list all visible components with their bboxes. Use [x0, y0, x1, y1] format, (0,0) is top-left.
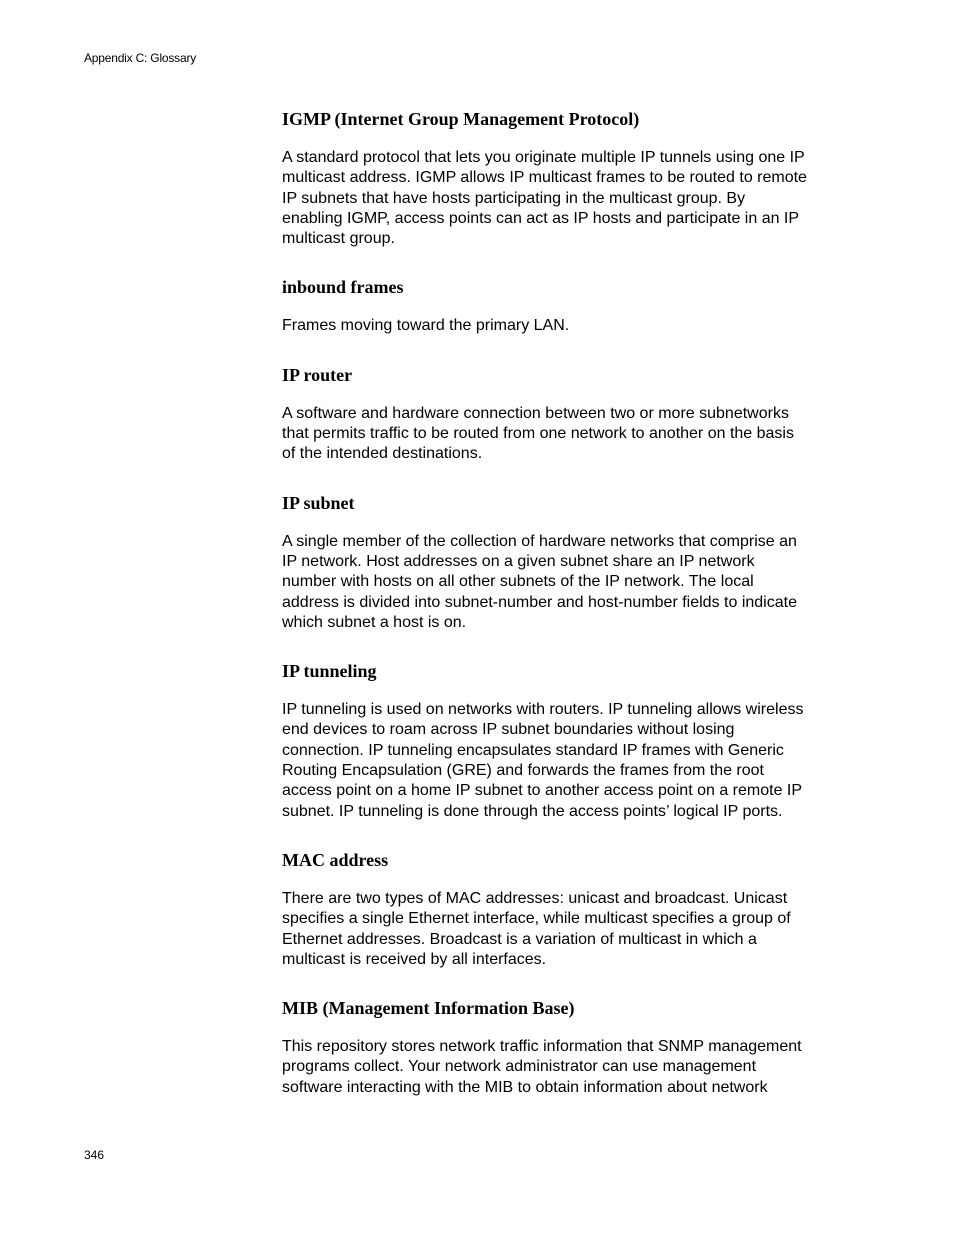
definition-line: There are two types of MAC addresses: unicast and broadcast. Unicast — [282, 889, 788, 907]
glossary-term: IGMP (Internet Group Management Protocol) — [282, 109, 640, 129]
definition-line: of the intended destinations. — [282, 445, 483, 463]
running-header: Appendix C: Glossary — [84, 51, 197, 65]
definition-line: Frames moving toward the primary LAN. — [282, 317, 570, 335]
glossary-definition — [282, 532, 844, 633]
glossary-entry-inbound-frames — [282, 276, 844, 336]
definition-line: access point on a home IP subnet to another access point on a remote IP — [282, 782, 803, 800]
definition-line: enabling IGMP, access points can act as IP hosts and participate in an IP — [282, 209, 800, 227]
definition-line: end devices to roam across IP subnet boundaries without losing — [282, 721, 735, 739]
definition-line: IP network. Host addresses on a given subnet share an IP network — [282, 552, 755, 570]
definition-line: programs collect. Your network administrator can use management — [282, 1058, 757, 1076]
glossary-entry-ip-tunneling — [282, 660, 844, 822]
glossary-term: IP tunneling — [282, 661, 377, 682]
glossary-definition — [282, 316, 844, 336]
glossary-term: IP router — [282, 364, 353, 385]
glossary-definition — [282, 889, 844, 970]
definition-line: address is divided into subnet-number and host-number fields to indicate — [282, 593, 797, 611]
definition-line: A software and hardware connection between two or more subnetworks — [282, 404, 789, 422]
glossary-definition — [282, 148, 844, 249]
definition-line: that permits traffic to be routed from one network to another on the basis — [282, 425, 794, 443]
definition-line: IP tunneling is used on networks with routers. IP tunneling allows wireless — [282, 701, 804, 719]
definition-line: IP subnets that have hosts participating in the multicast group. By — [282, 189, 746, 207]
definition-line: number with hosts on all other subnets of the IP network. The local — [282, 573, 754, 591]
glossary-entry-ip-router — [282, 364, 844, 465]
definition-line: A standard protocol that lets you originate multiple IP tunnels using one IP — [282, 149, 805, 166]
glossary-entry-igmp — [282, 108, 844, 249]
glossary-content — [282, 108, 844, 1098]
definition-line: software interacting with the MIB to obtain information about network — [282, 1078, 768, 1096]
glossary-term: IP subnet — [282, 492, 355, 513]
definition-line: Ethernet addresses. Broadcast is a variation of multicast in which a — [282, 930, 757, 948]
definition-line: multicast group. — [282, 230, 395, 248]
glossary-term: MAC address — [282, 849, 389, 870]
definition-line: multicast is received by all interfaces. — [282, 950, 547, 968]
glossary-entry-ip-subnet — [282, 492, 844, 633]
definition-line: multicast address. IGMP allows IP multicast frames to be routed to remote — [282, 169, 807, 187]
definition-line: connection. IP tunneling encapsulates standard IP frames with Generic — [282, 741, 784, 759]
glossary-term: MIB (Management Information Base) — [282, 998, 575, 1019]
page-number: 346 — [84, 1148, 105, 1162]
glossary-definition — [282, 404, 844, 465]
glossary-entry-mib — [282, 997, 844, 1098]
glossary-entry-mac-address — [282, 849, 844, 970]
definition-line: specifies a single Ethernet interface, while multicast specifies a group of — [282, 910, 791, 928]
glossary-term: inbound frames — [282, 277, 404, 298]
glossary-definition — [282, 700, 844, 822]
definition-line: which subnet a host is on. — [282, 613, 467, 631]
glossary-definition — [282, 1037, 844, 1098]
definition-line: Routing Encapsulation (GRE) and forwards the frames from the root — [282, 762, 764, 780]
definition-line: subnet. IP tunneling is done through the access points’ logical IP ports. — [282, 802, 783, 820]
definition-line: This repository stores network traffic information that SNMP management — [282, 1038, 802, 1056]
definition-line: A single member of the collection of hardware networks that comprise an — [282, 532, 797, 550]
